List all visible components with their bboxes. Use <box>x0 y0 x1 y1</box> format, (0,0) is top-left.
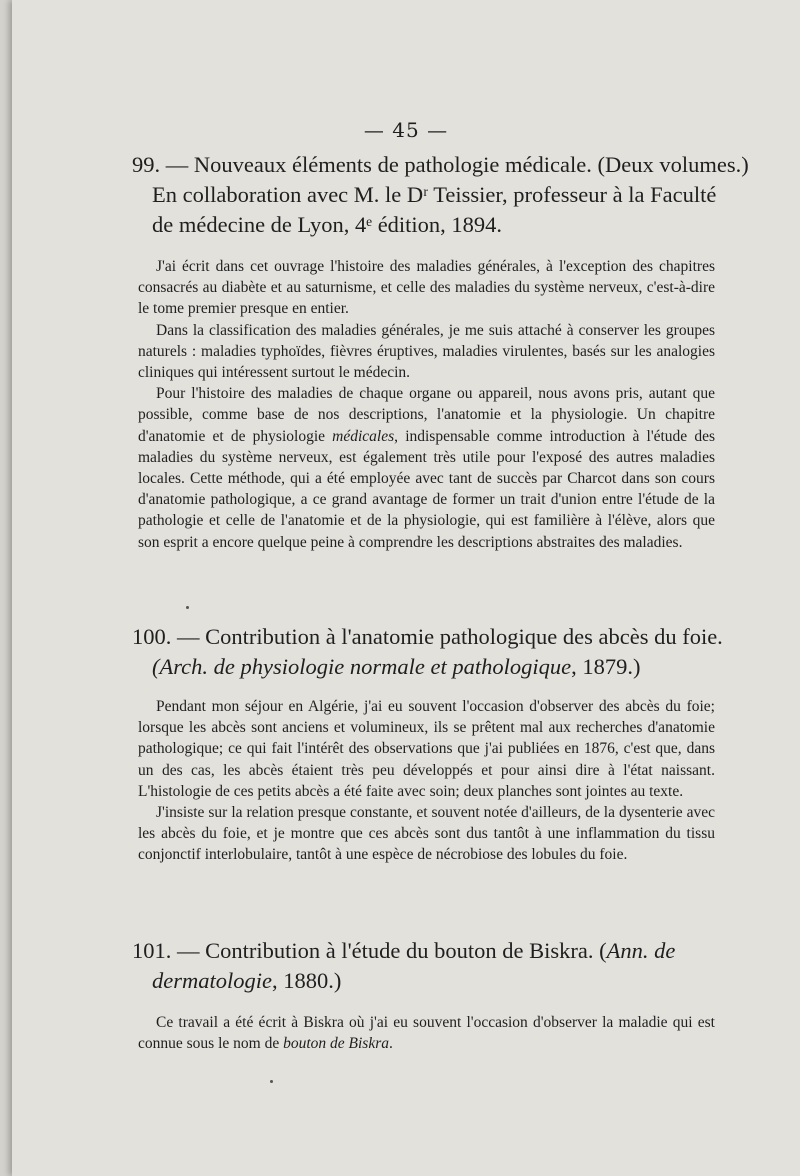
entry-101-heading-text: 101. — Contribution à l'étude du bouton de Biskra. ( <box>132 938 607 963</box>
entry-99-body <box>138 256 715 553</box>
entry-101-journal-italic-b: dermatologie <box>152 968 272 993</box>
entry-99-heading-line-2: En collaboration avec M. le Dʳ Teissier, professeur à la Faculté <box>152 182 717 207</box>
entry-101-journal-year: , 1880.) <box>271 968 342 993</box>
entry-99-paragraph-3 <box>138 383 715 553</box>
entry-99-paragraph-2: Dans la classification des maladies générales, je me suis attaché à conserver les groupes naturels : maladies typhoïdes, fièvres éruptives, maladies virulentes, basés sur les analogies cliniques qui intéressent surtout le médecin. <box>138 321 715 382</box>
book-page <box>12 0 800 1176</box>
entry-99-paragraph-3-text-a: Pour l'histoire des maladies de chaque organe ou appareil, nous avons pris, autant que possible, comme base de nos descriptions, l'anatomie et la physiologie. Un chapitre d'anatomie et de physiologie <box>138 385 715 445</box>
entry-100-paragraph-1: Pendant mon séjour en Algérie, j'ai eu souvent l'occasion d'observer des abcès du foie; lorsque les abcès sont anciens et volumineux, ils se prêtent mal aux recherches d'anatomie pathologique; ce qui fait l'intérêt des observations que j'ai publiées en 1876, c'est que, dans un des cas, les abcès étaient très peu développés et pour ainsi dire à l'état naissant. L'histologie de ces petits abcès a été faite avec soin; deux planches sont jointes au texte. <box>138 698 715 800</box>
entry-101-journal-italic-a: Ann. de <box>606 938 676 963</box>
entry-101-paragraph-1 <box>138 1012 715 1054</box>
entry-99-paragraph-3-text-b: , indispensable comme introduction à l'étude des maladies du système nerveux, est également très utile pour l'exposé des autres maladies locales. Cette méthode, qui a été employée avec tant de succès par Charcot dans son cours d'anatomie pathologique, a ce grand avantage de former un trait d'union entre l'étude de la pathologie et celle de l'anatomie et de la physiologie, qui est familière à l'élève, alors que son esprit a encore quelque peine à comprendre les descriptions abstraites des maladies. <box>138 427 716 551</box>
entry-100-heading-line-1: 100. — Contribution à l'anatomie pathologique des abcès du foie. <box>132 624 723 649</box>
entry-100-paragraph-2: J'insiste sur la relation presque constante, et souvent notée d'ailleurs, de la dysenterie avec les abcès du foie, et je montre que ces abcès sont dus tantôt à une inflammation du tissu conjonctif interlobulaire, tantôt à une espèce de nécrobiose des lobules du foie. <box>138 804 715 864</box>
entry-101-heading <box>132 936 724 996</box>
entry-100-body <box>138 696 715 866</box>
entry-100-heading <box>132 622 724 682</box>
entry-101-body <box>138 1012 715 1054</box>
print-speck <box>186 606 189 609</box>
entry-101-paragraph-italic: bouton de Biskra <box>283 1035 389 1053</box>
page-number: — 45 — <box>363 118 449 142</box>
print-speck <box>270 1080 273 1083</box>
entry-101-paragraph-text-b: . <box>388 1035 393 1053</box>
entry-101-heading-line-2 <box>132 966 724 996</box>
entry-99-paragraph-1: J'ai écrit dans cet ouvrage l'histoire des maladies générales, à l'exception des chapitres consacrés au diabète et au saturnisme, et celle des maladies du système nerveux, c'est-à-dire le tome premier presque en entier. <box>138 258 715 318</box>
entry-99-heading-line-1: 99. — Nouveaux éléments de pathologie médicale. (Deux volumes.) <box>132 152 749 177</box>
entry-101-paragraph-text-a: Ce travail a été écrit à Biskra où j'ai eu souvent l'occasion d'observer la maladie qui est connue sous le nom de <box>138 1014 715 1053</box>
entry-101-heading-line-1 <box>132 936 724 966</box>
entry-100-heading-line-2 <box>132 652 724 682</box>
entry-100-journal-italic: (Arch. de physiologie normale et pathologique <box>152 654 572 679</box>
entry-100-journal-year: , 1879.) <box>571 654 641 679</box>
entry-99-heading <box>132 150 749 240</box>
entry-99-paragraph-3-italic: médicales <box>332 427 395 445</box>
entry-99-heading-line-3: de médecine de Lyon, 4ᵉ édition, 1894. <box>152 212 503 237</box>
